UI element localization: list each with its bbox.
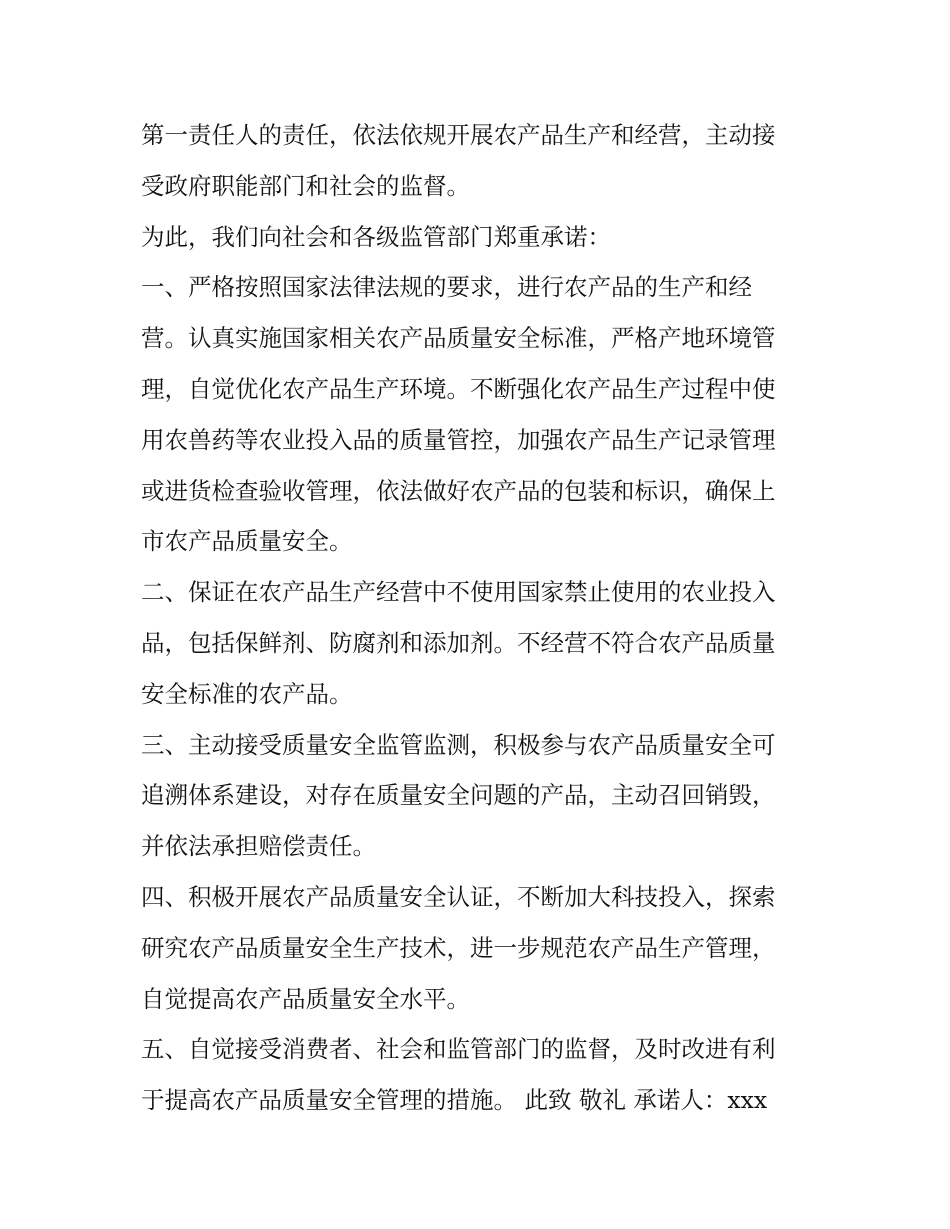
text-line: 五、自觉接受消费者、社会和监管部门的监督，及时改进有利: [141, 1035, 776, 1064]
text-line: 安全标准的农产品。: [141, 679, 353, 708]
text-line: 或进货检查验收管理，依法做好农产品的包装和标识，确保上: [141, 476, 776, 505]
text-line: 研究农产品质量安全生产技术，进一步规范农产品生产管理，: [141, 933, 776, 962]
paragraph-item-5: [141, 1024, 813, 1126]
text-line: 一、严格按照国家法律法规的要求，进行农产品的生产和经: [141, 273, 752, 302]
text-line: 营。认真实施国家相关农产品质量安全标准，严格产地环境管: [141, 324, 776, 353]
text-line: 市农产品质量安全。: [141, 527, 353, 556]
text-line: 受政府职能部门和社会的监督。: [141, 171, 470, 200]
text-line: 第一责任人的责任，依法依规开展农产品生产和经营，主动接: [141, 121, 776, 149]
text-line: 用农兽药等农业投入品的质量管控，加强农产品生产记录管理: [141, 425, 776, 454]
text-line: 二、保证在农产品生产经营中不使用国家禁止使用的农业投入: [141, 578, 776, 607]
paragraph-item-1: [141, 262, 813, 567]
paragraph-pledge-intro: [141, 212, 813, 263]
text-line: 为此，我们向社会和各级监管部门郑重承诺：: [141, 222, 611, 251]
text-line: 理，自觉优化农产品生产环境。不断强化农产品生产过程中使: [141, 374, 776, 403]
text-line: 品，包括保鲜剂、防腐剂和添加剂。不经营不符合农产品质量: [141, 628, 776, 657]
document-body: [141, 110, 813, 1126]
text-line: 于提高农产品质量安全管理的措施。 此致 敬礼 承诺人：xxx: [141, 1086, 768, 1115]
paragraph-item-4: [141, 872, 813, 1024]
text-line: 追溯体系建设，对存在质量安全问题的产品，主动召回销毁，: [141, 781, 776, 810]
paragraph-item-2: [141, 567, 813, 719]
text-line: 并依法承担赔偿责任。: [141, 832, 376, 861]
text-line: 三、主动接受质量安全监管监测，积极参与农产品质量安全可: [141, 730, 776, 759]
paragraph-item-3: [141, 720, 813, 872]
text-line: 四、积极开展农产品质量安全认证，不断加大科技投入，探索: [141, 882, 776, 911]
text-line: 自觉提高农产品质量安全水平。: [141, 984, 470, 1013]
paragraph-responsibility: [141, 110, 813, 212]
